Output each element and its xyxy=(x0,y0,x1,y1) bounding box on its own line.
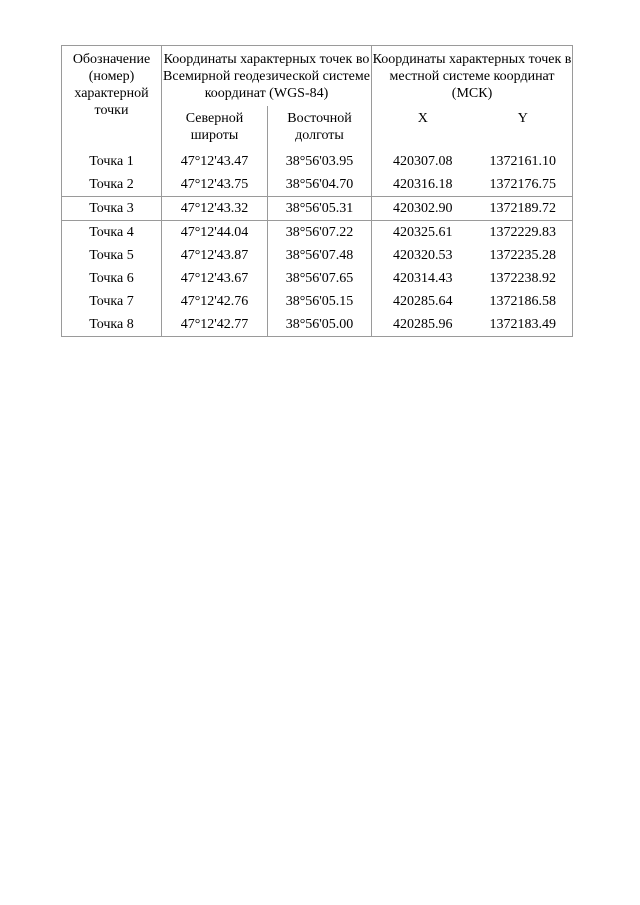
point-longitude: 38°56'04.70 xyxy=(268,173,372,197)
x-header: X xyxy=(417,111,428,126)
coordinates-table xyxy=(61,45,573,337)
point-x: 420325.61 xyxy=(372,221,474,245)
point-longitude: 38°56'07.65 xyxy=(268,267,372,290)
point-longitude: 38°56'05.15 xyxy=(268,290,372,313)
table-row xyxy=(62,267,573,290)
header-row xyxy=(62,46,573,107)
point-latitude: 47°12'43.87 xyxy=(162,244,268,267)
point-y: 1372189.72 xyxy=(474,197,573,221)
table-row xyxy=(62,150,573,173)
point-y: 1372238.92 xyxy=(474,267,573,290)
point-longitude: 38°56'03.95 xyxy=(268,150,372,173)
point-name: Точка 3 xyxy=(62,197,162,221)
point-name: Точка 5 xyxy=(62,244,162,267)
point-y: 1372183.49 xyxy=(474,313,573,337)
point-latitude: 47°12'44.04 xyxy=(162,221,268,245)
point-x: 420307.08 xyxy=(393,154,453,169)
point-latitude: 47°12'42.76 xyxy=(162,290,268,313)
point-latitude: 47°12'43.67 xyxy=(162,267,268,290)
point-latitude: 47°12'42.77 xyxy=(162,313,268,337)
table-row xyxy=(62,244,573,267)
table-row xyxy=(62,221,573,245)
point-x: 420285.96 xyxy=(372,313,474,337)
point-x: 420316.18 xyxy=(393,177,453,192)
point-longitude: 38°56'07.22 xyxy=(268,221,372,245)
table-row xyxy=(62,173,573,197)
longitude-header: Восточной долготы xyxy=(268,106,372,150)
point-latitude: 47°12'43.75 xyxy=(162,173,268,197)
point-longitude: 38°56'05.00 xyxy=(268,313,372,337)
wgs-group-header: Координаты характерных точек во Всемирной геодезической системе координат (WGS-84) xyxy=(162,46,372,107)
point-y: 1372186.58 xyxy=(474,290,573,313)
point-name: Точка 2 xyxy=(62,173,162,197)
point-name: Точка 1 xyxy=(62,150,162,173)
point-name: Точка 4 xyxy=(62,221,162,245)
point-x: 420314.43 xyxy=(393,271,453,286)
point-y: 1372176.75 xyxy=(474,173,573,197)
point-latitude: 47°12'43.32 xyxy=(162,197,268,221)
point-name: Точка 8 xyxy=(62,313,162,337)
point-y: 1372235.28 xyxy=(474,244,573,267)
table-body xyxy=(62,46,573,337)
point-y: 1372229.83 xyxy=(474,221,573,245)
latitude-header: Северной широты xyxy=(162,106,268,150)
designation-header: Обозначение (номер) характерной точки xyxy=(62,46,162,151)
point-x: 420320.53 xyxy=(393,248,453,263)
point-y: 1372161.10 xyxy=(474,150,573,173)
point-longitude: 38°56'07.48 xyxy=(268,244,372,267)
point-name: Точка 7 xyxy=(62,290,162,313)
point-name: Точка 6 xyxy=(62,267,162,290)
y-header: Y xyxy=(474,106,573,150)
point-latitude: 47°12'43.47 xyxy=(162,150,268,173)
table-row xyxy=(62,197,573,221)
point-x: 420285.64 xyxy=(393,294,453,309)
point-x: 420302.90 xyxy=(372,197,474,221)
table-row xyxy=(62,313,573,337)
point-longitude: 38°56'05.31 xyxy=(268,197,372,221)
table-row xyxy=(62,290,573,313)
msk-group-header: Координаты характерных точек в местной системе координат (МСК) xyxy=(372,46,573,107)
